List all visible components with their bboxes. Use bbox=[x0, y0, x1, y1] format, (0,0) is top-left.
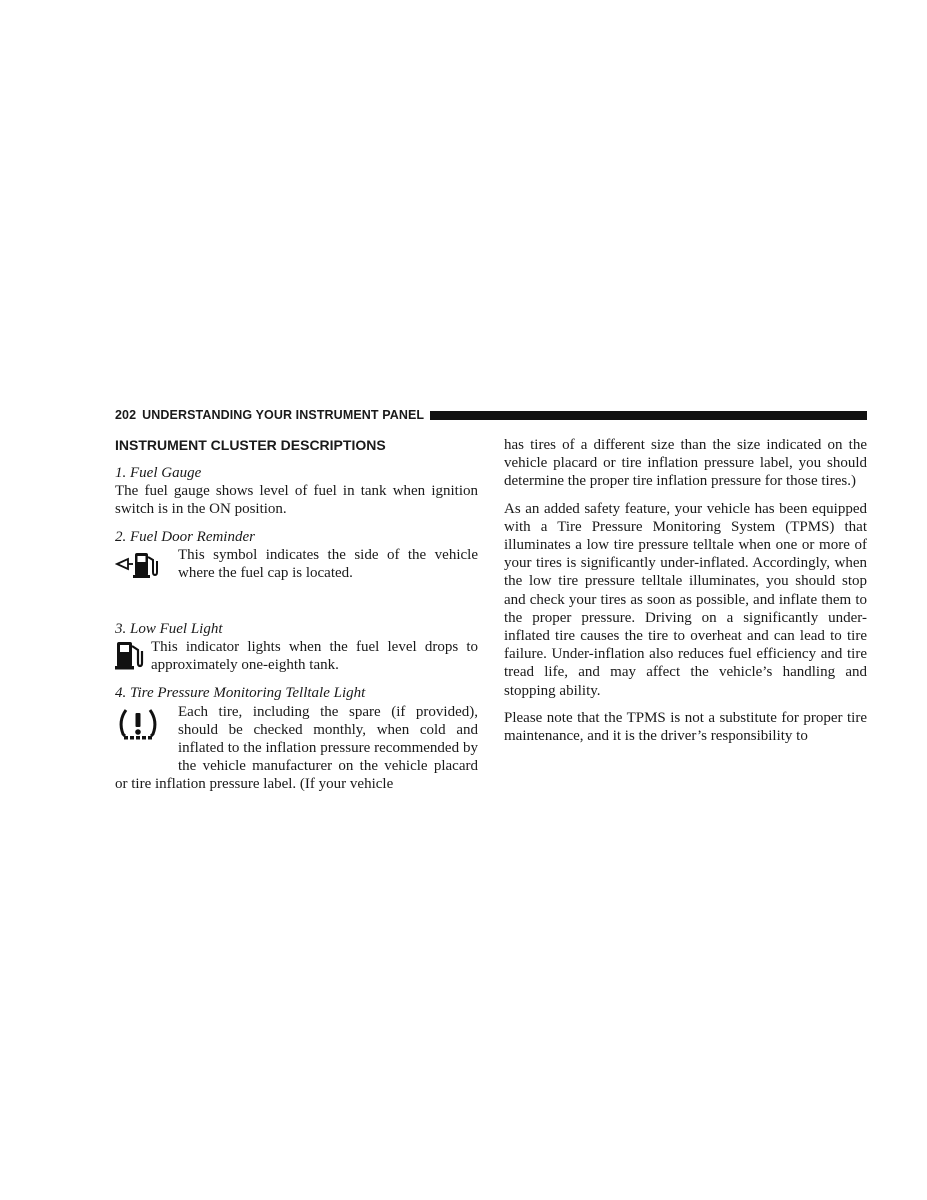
tire-size-paragraph: has tires of a different size than the size indicated on the vehicle placard or tire inflation pressure label, you should determine the proper tire inflation pressure for those tires.) bbox=[504, 437, 867, 490]
header-rule bbox=[430, 411, 867, 420]
right-column bbox=[504, 436, 867, 745]
fuel-gauge-text: The fuel gauge shows level of fuel in tank when ignition switch is in the ON position. bbox=[115, 483, 478, 518]
fuel-door-block bbox=[115, 546, 478, 620]
tire-pressure-telltale-icon bbox=[115, 705, 178, 763]
page-number: 202 bbox=[115, 408, 137, 422]
fuel-door-heading: 2. Fuel Door Reminder bbox=[115, 528, 255, 545]
fuel-gauge-heading: 1. Fuel Gauge bbox=[115, 465, 202, 481]
tpms-heading: 4. Tire Pressure Monitoring Telltale Light bbox=[115, 685, 366, 702]
tpms-text: Each tire, including the spare (if provided), should be checked monthly, when cold and inflated to the inflation pressure recommended by the vehicle manufacturer on the vehicle placard or tire inflation pressure label. (If your vehicle bbox=[115, 703, 478, 793]
left-column bbox=[115, 436, 478, 794]
low-fuel-text: This indicator lights when the fuel level drops to approximately one-eighth tank. bbox=[151, 639, 478, 674]
low-fuel-block bbox=[115, 638, 478, 674]
tpms-feature-paragraph: As an added safety feature, your vehicle has been equipped with a Tire Pressure Monitoring System (TPMS) that illuminates a low tire pressure telltale when one or more of your tires is significantly under-inflated. Accordingly, when the low tire pressure telltale illuminates, you should stop and check your tires as soon as possible, and inflate them to the proper pressure. Driving on a significantly under-inflated tire causes the tire to overheat and can lead to tire failure. Under-inflation also reduces fuel efficiency and tire tread life, and may affect the vehicle’s handling and stopping ability. bbox=[504, 500, 867, 699]
section-title: INSTRUMENT CLUSTER DESCRIPTIONS bbox=[115, 437, 386, 453]
tpms-note-paragraph: Please note that the TPMS is not a substitute for proper tire maintenance, and it is the driver’s responsibility to bbox=[504, 709, 867, 745]
low-fuel-icon bbox=[115, 638, 151, 674]
fuel-door-text: This symbol indicates the side of the vehicle where the fuel cap is located. bbox=[178, 546, 478, 582]
chapter-title: UNDERSTANDING YOUR INSTRUMENT PANEL bbox=[142, 408, 425, 422]
tpms-block bbox=[115, 703, 478, 794]
low-fuel-heading: 3. Low Fuel Light bbox=[115, 620, 223, 637]
page-header bbox=[115, 407, 867, 423]
fuel-door-reminder-icon bbox=[115, 546, 178, 620]
